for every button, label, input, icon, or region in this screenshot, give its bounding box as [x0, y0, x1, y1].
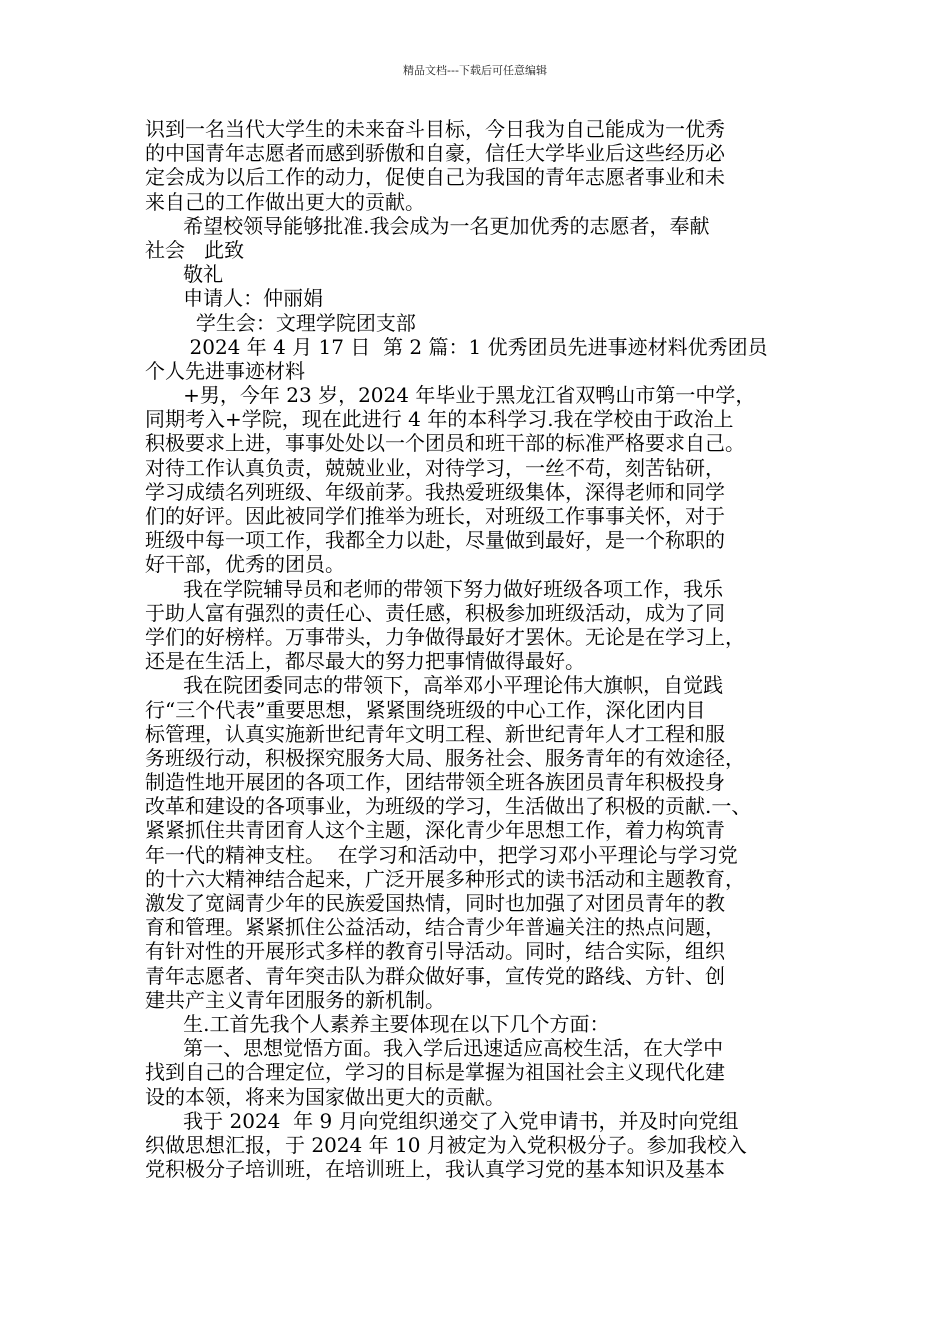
text-line: 生.工首先我个人素养主要体现在以下几个方面：: [145, 1011, 610, 1036]
text-line: 第一、思想觉悟方面。我入学后迅速适应高校生活，在大学中: [145, 1036, 724, 1061]
text-line: 学们的好榜样。万事带头，力争做得最好才罢休。无论是在学习上，: [145, 624, 745, 649]
text-line: 激发了宽阔青少年的民族爱国热情，同时也加强了对团员青年的教: [145, 891, 725, 915]
text-line: 于助人富有强烈的责任心、责任感，积极参加班级活动，成为了同: [145, 600, 725, 625]
text-line: 紧紧抓住共青团育人这个主题，深化青少年思想工作，着力构筑青: [145, 818, 725, 843]
text-line: 务班级行动，积极探究服务大局、服务社会、服务青年的有效途径，: [145, 745, 745, 770]
text-line: 申请人：仲丽娟: [145, 286, 324, 311]
text-line: 个人先进事迹材料: [145, 358, 305, 383]
text-line: 有针对性的开展形式多样的教育引导活动。同时，结合实际，组织: [145, 939, 725, 964]
text-line: 我在学院辅导员和老师的带领下努力做好班级各项工作，我乐: [145, 576, 724, 601]
text-line: 们的好评。因此被同学们推举为班长，对班级工作事事关怀，对于: [145, 504, 725, 528]
text-line: 找到自己的合理定位，学习的目标是掌握为祖国社会主义现代化建: [145, 1060, 725, 1085]
text-line: 2024 年 4 月 17 日 第 2 篇：1 优秀团员先进事迹材料优秀团员: [145, 334, 768, 359]
text-line: +男，今年 23 岁，2024 年毕业于黑龙江省双鸭山市第一中学，: [145, 383, 756, 408]
text-line: 行“三个代表”重要思想，紧紧围绕班级的中心工作，深化团内目: [145, 697, 706, 722]
text-line: 定会成为以后工作的动力，促使自己为我国的青年志愿者事业和未: [145, 165, 725, 190]
text-line: 年一代的精神支柱。 在学习和活动中，把学习邓小平理论与学习党: [145, 842, 738, 867]
text-line: 改革和建设的各项事业，为班级的学习，生活做出了积极的贡献.一、: [145, 794, 752, 819]
text-line: 我在院团委同志的带领下，高举邓小平理论伟大旗帜，自觉践: [145, 673, 724, 698]
text-line: 还是在生活上，都尽最大的努力把事情做得最好。: [145, 649, 585, 674]
text-line: 青年志愿者、青年突击队为群众做好事，宣传党的路线、方针、创: [145, 963, 725, 988]
document-body: [145, 117, 810, 1181]
text-line: 设的本领，将来为国家做出更大的贡献。: [145, 1084, 505, 1109]
text-line: 社会 此致: [145, 237, 245, 262]
text-line: 同期考入+学院，现在此进行 4 年的本科学习.我在学校由于政治上: [145, 407, 734, 432]
text-line: 的中国青年志愿者而感到骄傲和自豪，信任大学毕业后这些经历必: [145, 141, 725, 166]
text-line: 学习成绩名列班级、年级前茅。我热爱班级集体，深得老师和同学: [145, 479, 725, 504]
text-line: 我于 2024 年 9 月向党组织递交了入党申请书，并及时向党组: [145, 1108, 739, 1133]
text-line: 制造性地开展团的各项工作，团结带领全班各族团员青年积极投身: [145, 770, 725, 795]
text-line: 希望校领导能够批准.我会成为一名更加优秀的志愿者，奉献: [145, 213, 710, 238]
text-line: 好干部，优秀的团员。: [145, 552, 345, 577]
text-line: 积极要求上进，事事处处以一个团员和班干部的标准严格要求自己。: [145, 431, 745, 456]
page-header: 精品文档---下载后可任意编辑: [403, 64, 547, 77]
text-line: 建共产主义青年团服务的新机制。: [145, 987, 445, 1012]
text-line: 织做思想汇报，于 2024 年 10 月被定为入党积极分子。参加我校入: [145, 1132, 747, 1157]
text-line: 标管理，认真实施新世纪青年文明工程、新世纪青年人才工程和服: [145, 721, 725, 746]
text-line: 党积极分子培训班，在培训班上，我认真学习党的基本知识及基本: [145, 1157, 725, 1182]
text-line: 学生会：文理学院团支部: [145, 310, 416, 335]
text-line: 的十六大精神结合起来，广泛开展多种形式的读书活动和主题教育，: [145, 866, 745, 891]
text-line: 对待工作认真负责，兢兢业业，对待学习，一丝不苟，刻苦钻研，: [145, 455, 725, 480]
text-line: 班级中每一项工作，我都全力以赴，尽量做到最好，是一个称职的: [145, 528, 725, 553]
text-line: 敬礼: [145, 262, 224, 287]
text-line: 育和管理。紧紧抓住公益活动，结合青少年普遍关注的热点问题，: [145, 915, 725, 940]
text-line: 来自己的工作做出更大的贡献。: [145, 189, 425, 214]
text-line: 识到一名当代大学生的未来奋斗目标，今日我为自己能成为一优秀: [145, 117, 725, 141]
